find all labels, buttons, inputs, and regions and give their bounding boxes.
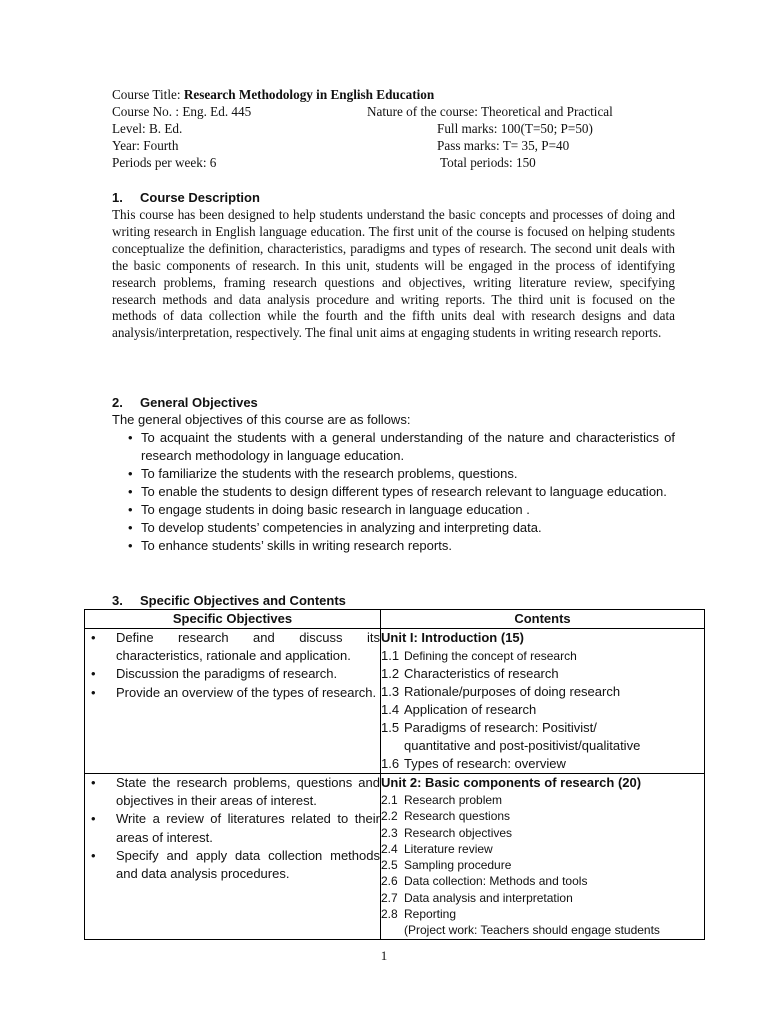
total-periods: Total periods: 150 — [440, 155, 536, 170]
item-text: Sampling procedure — [404, 858, 512, 873]
list-item — [381, 755, 704, 773]
list-item — [381, 647, 704, 665]
unit-title: Unit 2: Basic components of research (20) — [381, 775, 642, 790]
general-objectives-intro: The general objectives of this course are as follows: — [112, 412, 411, 427]
table-row — [85, 774, 705, 940]
section-number: 3. — [112, 593, 123, 608]
item-text: Application of research — [404, 702, 537, 717]
item-text: Reporting — [404, 907, 457, 922]
objectives-contents-table — [84, 609, 705, 940]
list-item — [381, 808, 704, 824]
list-item — [381, 890, 704, 906]
section-title: General Objectives — [140, 395, 258, 410]
contents-cell — [381, 629, 705, 774]
item-number: 1.2 — [381, 666, 400, 681]
item-text: Research objectives — [404, 825, 513, 840]
course-no-line — [112, 103, 672, 120]
item-number: 1.4 — [381, 702, 400, 717]
list-item — [381, 792, 704, 808]
list-item — [381, 683, 704, 701]
course-title-line — [112, 86, 672, 103]
periods-line — [112, 154, 672, 171]
item-number: 1.5 — [381, 720, 400, 735]
list-item — [381, 719, 704, 737]
item-number: 2.8 — [381, 907, 398, 922]
column-header-objectives: Specific Objectives — [85, 610, 381, 629]
list-item — [381, 665, 704, 683]
list-item — [381, 922, 704, 938]
periods-per-week: Periods per week: 6 — [112, 155, 217, 170]
objectives-cell — [85, 629, 381, 774]
full-marks: Full marks: 100(T=50; P=50) — [437, 121, 593, 136]
item-text: (Project work: Teachers should engage students — [404, 923, 660, 938]
course-nature: Nature of the course: Theoretical and Practical — [367, 104, 613, 119]
list-item: • To engage students in doing basic research in language education . — [126, 501, 675, 519]
section-number: 2. — [112, 395, 123, 410]
item-text: Paradigms of research: Positivist/ — [404, 720, 597, 735]
item-number: 1.6 — [381, 756, 400, 771]
list-item — [381, 857, 704, 873]
item-number: 2.2 — [381, 809, 398, 824]
item-text: Rationale/purposes of doing research — [404, 684, 621, 699]
item-number: 1.3 — [381, 684, 400, 699]
list-item: • State the research problems, questions and objectives in their areas of interest. — [85, 774, 380, 810]
course-description-text: This course has been designed to help students understand the basic concepts and processes of doing and writing research in English language education. The first unit of the course is focused on helping students conceptualize the definition, characteristics, paradigms and types of research. The second unit deals with the basic components of research. In this unit, students will be engaged in the process of identifying research problems, framing research questions and objectives, writing literature review, specifying research methods and data analysis procedure and writing reports. The third unit is focused on the methods of data collection while the fourth and the fifth units deal with research designs and data analysis/interpretation, respectively. The final unit aims at engaging students in writing research reports. — [112, 207, 675, 341]
list-item — [381, 701, 704, 719]
item-number: 2.6 — [381, 874, 398, 889]
level-line — [112, 120, 672, 137]
pass-marks: Pass marks: T= 35, P=40 — [437, 138, 570, 153]
objectives-cell — [85, 774, 381, 940]
list-item — [381, 841, 704, 857]
list-item — [381, 825, 704, 841]
list-item: • Provide an overview of the types of research. — [85, 684, 380, 702]
course-header — [112, 86, 672, 171]
general-objectives-list — [126, 429, 675, 555]
item-number: 2.3 — [381, 825, 398, 840]
objectives-list — [85, 629, 380, 702]
list-item: • Discussion the paradigms of research. — [85, 665, 380, 683]
contents-list — [381, 792, 704, 939]
section-heading-specific-objectives — [112, 593, 346, 608]
objectives-list — [85, 774, 380, 883]
unit-title: Unit I: Introduction (15) — [381, 630, 524, 645]
year-line — [112, 137, 672, 154]
item-text: Literature review — [404, 841, 493, 856]
list-item: • To enhance students’ skills in writing research reports. — [126, 537, 675, 555]
item-number: 1.1 — [381, 648, 400, 663]
item-number: 2.7 — [381, 890, 398, 905]
section-heading-general-objectives — [112, 395, 258, 410]
list-item: • To develop students’ competencies in analyzing and interpreting data. — [126, 519, 675, 537]
course-title: Research Methodology in English Education — [183, 87, 435, 102]
course-number: Course No. : Eng. Ed. 445 — [112, 104, 252, 119]
list-item — [381, 906, 704, 922]
list-item: • Specify and apply data collection methods and data analysis procedures. — [85, 847, 380, 883]
item-text: Types of research: overview — [404, 756, 566, 771]
course-title-label: Course Title: — [112, 87, 184, 102]
list-item: • To familiarize the students with the research problems, questions. — [126, 465, 675, 483]
course-level: Level: B. Ed. — [112, 121, 183, 136]
item-text: Research problem — [404, 793, 503, 807]
list-item: • To enable the students to design different types of research relevant to language education. — [126, 483, 675, 501]
list-item — [381, 873, 704, 889]
list-item: • Write a review of literatures related to their areas of interest. — [85, 810, 380, 846]
section-heading-course-description — [112, 190, 260, 205]
item-number: 2.1 — [381, 793, 398, 807]
item-number: 2.4 — [381, 841, 398, 856]
table-header-row — [85, 610, 705, 629]
item-text: Data collection: Methods and tools — [404, 874, 588, 889]
course-year: Year: Fourth — [112, 138, 179, 153]
list-item: • To acquaint the students with a general understanding of the nature and characteristics of research methodology in language education. — [126, 429, 675, 465]
contents-cell — [381, 774, 705, 940]
contents-list — [381, 647, 704, 773]
section-title: Course Description — [140, 190, 260, 205]
list-item — [381, 737, 704, 755]
item-text: Research questions — [404, 809, 511, 824]
section-title: Specific Objectives and Contents — [140, 593, 346, 608]
page-number: 1 — [380, 948, 388, 963]
section-number: 1. — [112, 190, 123, 205]
item-number: 2.5 — [381, 858, 398, 873]
table-row — [85, 629, 705, 774]
list-item: • Define research and discuss its characteristics, rationale and application. — [85, 629, 380, 665]
item-text: Defining the concept of research — [404, 649, 577, 663]
item-text: Characteristics of research — [404, 666, 559, 681]
item-text: Data analysis and interpretation — [404, 890, 573, 905]
column-header-contents: Contents — [381, 610, 705, 629]
item-text: quantitative and post-positivist/qualitative — [404, 738, 641, 753]
